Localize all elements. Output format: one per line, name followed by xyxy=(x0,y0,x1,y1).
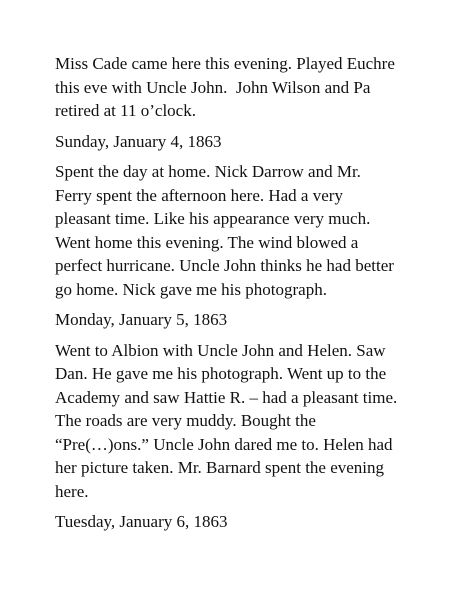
text-line: go home. Nick gave me his photograph. xyxy=(55,279,327,299)
text-line: retired at 11 o’clock. xyxy=(55,101,196,120)
text-line: here. xyxy=(55,481,89,501)
entry-paragraph xyxy=(55,52,455,123)
text-line: Went to Albion with Uncle John and Helen. Saw xyxy=(55,340,386,360)
text-line: Spent the day at home. Nick Darrow and Mr. xyxy=(55,162,361,181)
text-line: Ferry spent the afternoon here. Had a very xyxy=(55,185,343,205)
text-line: pleasant time. Like his appearance very much. xyxy=(55,209,371,228)
text-line: Went home this evening. The wind blowed a xyxy=(55,232,359,252)
entry-date: Sunday, January 4, 1863 xyxy=(55,131,222,151)
entry-paragraph xyxy=(55,339,455,504)
text-line: Dan. He gave me his photograph. Went up to the xyxy=(55,364,387,383)
entry-date: Monday, January 5, 1863 xyxy=(55,310,228,329)
text-line: perfect hurricane. Uncle John thinks he had better xyxy=(55,256,394,275)
diary-text xyxy=(55,52,455,534)
text-line: Miss Cade came here this evening. Played Euchre xyxy=(55,54,395,73)
text-line: “Pre(…)ons.” Uncle John dared me to. Helen had xyxy=(55,434,393,454)
entry-paragraph xyxy=(55,160,455,301)
text-line: this eve with Uncle John. John Wilson and Pa xyxy=(55,77,371,97)
text-line: The roads are very muddy. Bought the xyxy=(55,411,316,430)
entry-date: Tuesday, January 6, 1863 xyxy=(55,512,228,531)
text-line: her picture taken. Mr. Barnard spent the evening xyxy=(55,458,385,477)
text-line: Academy and saw Hattie R. – had a pleasant time. xyxy=(55,387,398,407)
